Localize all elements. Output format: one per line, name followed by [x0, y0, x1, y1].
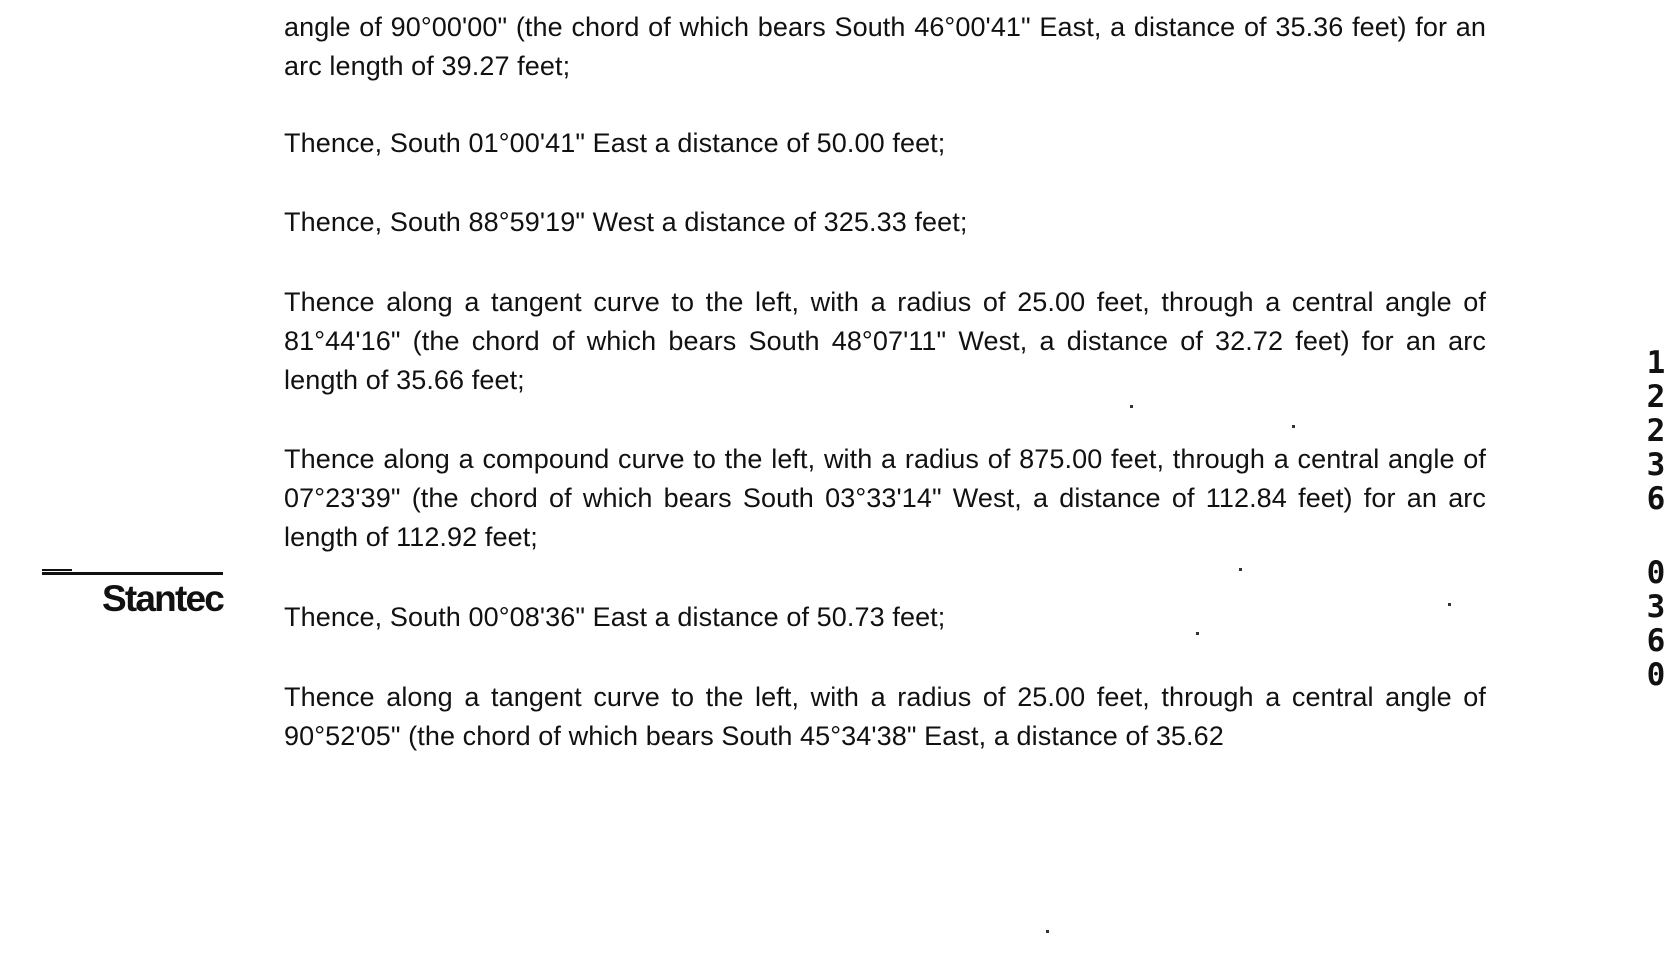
legal-description-paragraph: angle of 90°00'00" (the chord of which bears South 46°00'41" East, a distance of 35.36 feet) for an arc length of 39.27 feet; — [284, 12, 1486, 81]
legal-description-paragraph: Thence, South 88°59'19" West a distance of 325.33 feet; — [284, 207, 968, 237]
stamp-digit: 1 — [1646, 345, 1666, 381]
stamp-digit: 2 — [1646, 413, 1666, 449]
scan-speck — [1239, 568, 1242, 571]
scan-speck — [1130, 405, 1133, 408]
scan-speck — [1046, 930, 1049, 933]
stamp-digit: 6 — [1646, 481, 1666, 517]
legal-description-paragraph: Thence along a tangent curve to the left, with a radius of 25.00 feet, through a central angle of 90°52'05" (the chord of which bears South 45°34'38" East, a distance of 35.62 — [284, 682, 1486, 751]
legal-description-paragraph: Thence, South 01°00'41" East a distance of 50.00 feet; — [284, 128, 946, 158]
stamp-digit: 0 — [1646, 555, 1666, 591]
legal-description-paragraph: Thence along a compound curve to the left, with a radius of 875.00 feet, through a central angle of 07°23'39" (the chord of which bears South 03°33'14" West, a distance of 112.84 feet) for an arc length of 112.92 feet; — [284, 444, 1486, 552]
stamp-digit: 0 — [1646, 657, 1666, 693]
legal-description-paragraph: Thence along a tangent curve to the left, with a radius of 25.00 feet, through a central angle of 81°44'16" (the chord of which bears South 48°07'11" West, a distance of 32.72 feet) for an arc length of 35.66 feet; — [284, 287, 1486, 395]
stamp-digit: 6 — [1646, 623, 1666, 659]
stamp-digit: 2 — [1646, 379, 1666, 415]
document-number-stamp-top — [1640, 346, 1672, 516]
logo-rule-tick — [42, 569, 72, 571]
stamp-digit: 3 — [1646, 589, 1666, 625]
legal-description-paragraph: Thence, South 00°08'36" East a distance of 50.73 feet; — [284, 602, 946, 632]
scan-speck — [1292, 425, 1295, 428]
scan-speck — [1448, 603, 1451, 606]
stamp-digit: 3 — [1646, 447, 1666, 483]
logo-rule — [42, 572, 223, 575]
stantec-logo: Stantec — [102, 578, 224, 619]
scan-speck — [1196, 632, 1199, 635]
document-number-stamp-bottom — [1640, 556, 1672, 692]
